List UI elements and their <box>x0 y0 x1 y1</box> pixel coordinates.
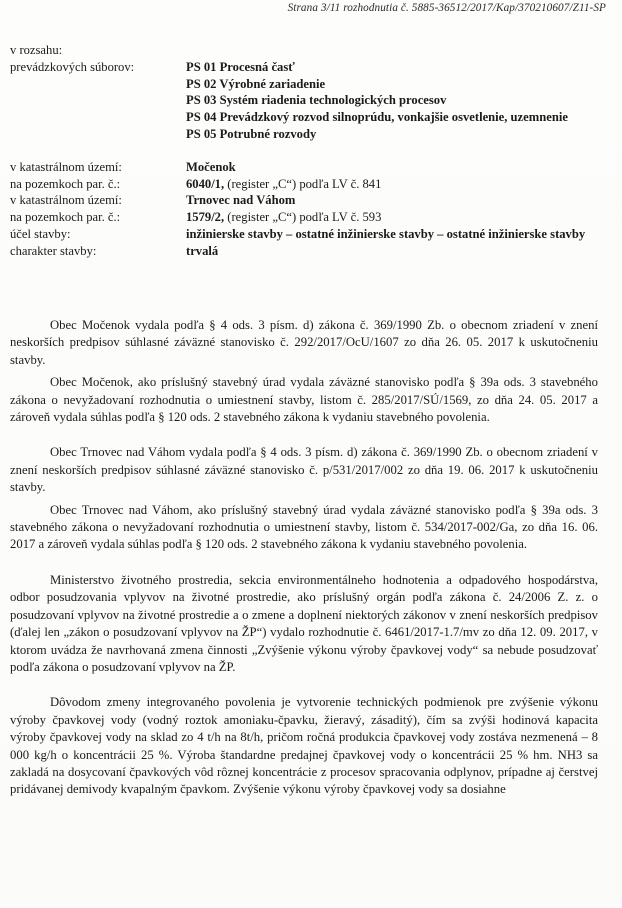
cad-area-1-value: Močenok <box>186 159 236 174</box>
info-row-cad-area-1 <box>10 143 600 176</box>
info-row-files <box>10 59 600 143</box>
parcel-2-register: (register „C“) podľa LV č. 593 <box>224 210 382 225</box>
parcel-1-number: 6040/1, <box>186 176 225 191</box>
purpose-value: inžinierske stavby – ostatné inžinierske stavby – ostatné inžinierske stavby <box>186 226 586 241</box>
scope-label: v rozsahu: <box>10 43 63 57</box>
info-row-parcel-2 <box>10 209 600 226</box>
cad-area-2-label: v katastrálnom území: <box>10 193 122 208</box>
info-row-cad-area-2 <box>10 192 600 209</box>
info-row-scope <box>10 42 600 59</box>
info-row-parcel-1 <box>10 176 600 193</box>
cad-area-2-value: Trnovec nad Váhom <box>186 193 296 208</box>
parcel-1-register: (register „C“) podľa LV č. 841 <box>224 176 382 191</box>
paragraph-trnovec-opinion: Obec Trnovec nad Váhom vydala podľa § 4 ods. 3 písm. d) zákona č. 369/1990 Zb. o obecnom zriadení v znení neskorších predpisov súhlasné záväzné stanovisko č. p/531/2017/002 zo dňa 19. 06. 2017 k uskutočneniu stavby. <box>10 445 598 495</box>
paragraph-mocenok-opinion: Obec Močenok vydala podľa § 4 ods. 3 písm. d) zákona č. 369/1990 Zb. o obecnom zriadení v znení neskorších predpisov súhlasné záväzné stanovisko č. 292/2017/OcU/1607 zo dňa 26. 05. 2017 k uskutočneniu stavby. <box>10 318 598 367</box>
parcel-2-label: na pozemkoch par. č.: <box>10 210 121 225</box>
decision-body-text <box>10 317 598 799</box>
character-value: trvalá <box>186 243 219 258</box>
paragraph-trnovec-building-office: Obec Trnovec nad Váhom, ako príslušný stavebný úrad vydala záväzné stanovisko podľa § 39a ods. 3 stavebného zákona o nevyžadovaní rozhodnutia o umiestnení stavby, listom č. 534/2017-002/Ga, zo dňa 16. 06. 2017 a zároveň vydala súhlas podľa § 120 ods. 2 stavebného zákona k vydaniu stavebného povolenia. <box>10 502 598 552</box>
parcel-1-label: na pozemkoch par. č.: <box>10 176 121 191</box>
character-label: charakter stavby: <box>10 243 97 258</box>
paragraph-ministry-decision: Ministerstvo životného prostredia, sekcia environmentálneho hodnotenia a odpadového hospodárstva, odbor posudzovania vplyvov na životné prostredie, ako príslušný orgán podľa zákona č. 24/2006 Z. z. o posudzovaní vplyvov na životné prostredie a o zmene a doplnení niektorých zákonov v znení neskorších predpisov (ďalej len „zákon o posudzovaní vplyvov na ŽP“) vydalo rozhodnutie č. 6461/2017-1.7/mv zo dňa 12. 09. 2017, v ktorom uvádza že navrhovaná zmena činnosti „Zvýšenie výkonu výroby čpavkovej vody“ sa nebude posudzovať podľa zákona o posudzovaní vplyvov na ŽP. <box>10 572 598 674</box>
files-list <box>186 59 600 143</box>
paragraph-mocenok-building-office: Obec Močenok, ako príslušný stavebný úrad vydala záväzné stanovisko podľa § 39a ods. 3 stavebného zákona o nevyžadovaní rozhodnutia o umiestnení stavby, listom č. 285/2017/SÚ/1569, zo dňa 24. 05. 2017 a zároveň vydala súhlas podľa § 120 ods. 2 stavebného zákona k vydaniu stavebného povolenia. <box>10 375 598 425</box>
file-item-ps02: PS 02 Výrobné zariadenie <box>186 76 326 91</box>
parcel-1-value <box>186 176 600 193</box>
paragraph-reason-for-change: Dôvodom zmeny integrovaného povolenia je vytvorenie technických podmienok pre zvýšenie výkonu výroby čpavkovej vody (vodný roztok amoniaku-čpavku, žieravý, zásaditý), čím sa zvýši hodinová kapacita výroby čpavkovej vody na sklad zo 4 t/h na 8t/h, pričom ročná produkcia čpavkovej vody zostáva nezmenená – 8 000 kg/h o koncentrácii 25 %. Výroba štandardne predajnej čpavkovej vody o koncentrácii 25 % hm. NH3 sa zakladá na dosycovaní čpavkových vôd rôznej koncentrácie z procesov spracovania odplynov, prípadne aj čerstvej pridávanej demivody kvapalným čpavkom. Zvýšenie výkonu výroby čpavkovej vody sa dosiahne <box>10 695 598 797</box>
parcel-2-value <box>186 209 600 226</box>
file-item-ps03: PS 03 Systém riadenia technologických procesov <box>186 93 447 108</box>
file-item-ps04: PS 04 Prevádzkový rozvod silnoprúdu, vonkajšie osvetlenie, uzemnenie <box>186 110 568 125</box>
files-label: prevádzkových súborov: <box>10 59 135 74</box>
page-header: Strana 3/11 rozhodnutia č. 5885-36512/2017/Kap/370210607/Z11-SP <box>287 2 606 14</box>
construction-info-table <box>10 42 600 260</box>
info-row-character <box>10 243 600 260</box>
cad-area-1-label: v katastrálnom území: <box>10 159 122 174</box>
info-row-purpose <box>10 226 600 243</box>
file-item-ps01: PS 01 Procesná časť <box>186 59 295 74</box>
file-item-ps05: PS 05 Potrubné rozvody <box>186 126 317 141</box>
purpose-label: účel stavby: <box>10 226 71 241</box>
parcel-2-number: 1579/2, <box>186 210 225 225</box>
